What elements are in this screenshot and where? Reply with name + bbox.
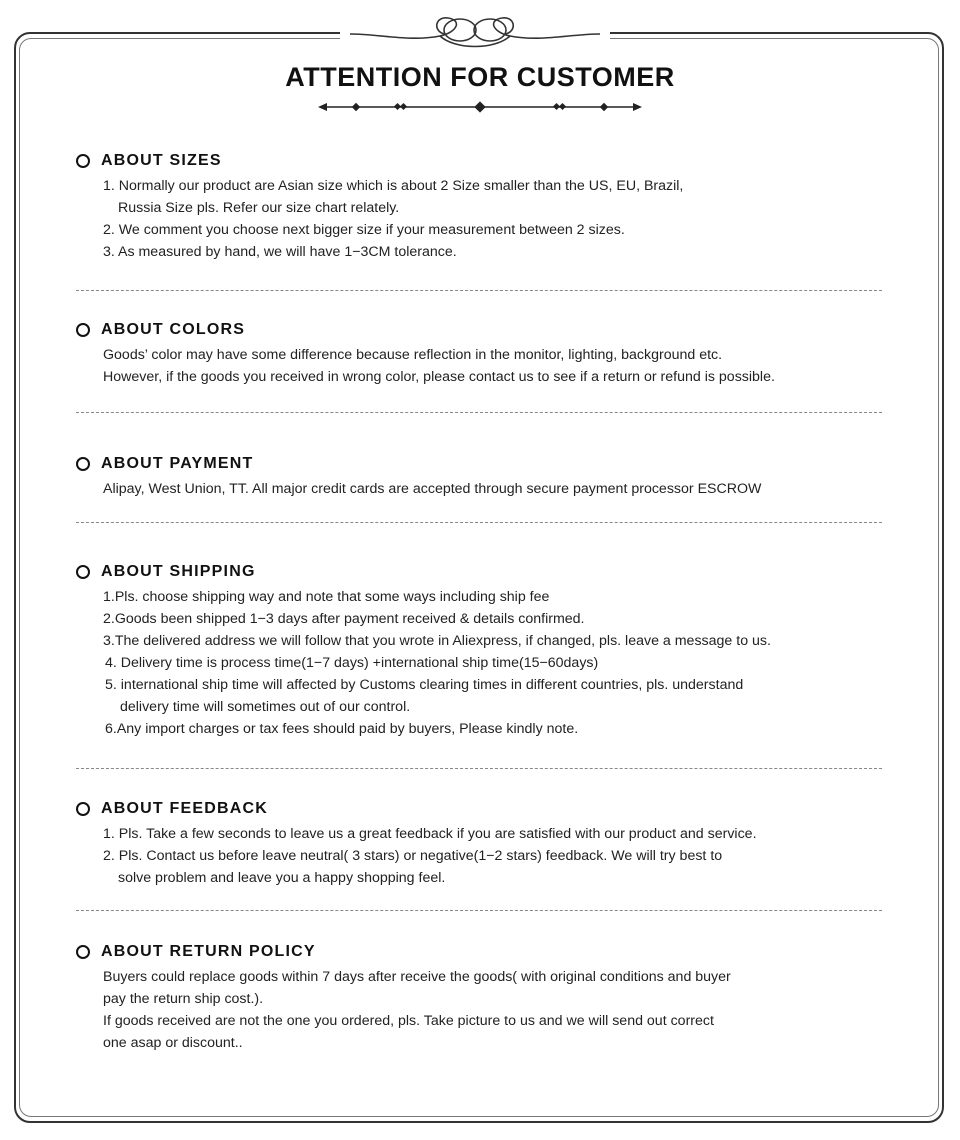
text-line: pay the return ship cost.). — [103, 991, 264, 1007]
title-divider-ornament — [318, 97, 642, 117]
section-about-return-policy — [76, 941, 896, 1054]
circle-bullet-icon — [76, 323, 90, 337]
page-title: ATTENTION FOR CUSTOMER — [285, 62, 675, 92]
text-line: 1.Pls. choose shipping way and note that some ways including ship fee — [103, 589, 550, 605]
text-line: 2. We comment you choose next bigger size if your measurement between 2 sizes. — [103, 222, 625, 238]
text-line: Alipay, West Union, TT. All major credit cards are accepted through secure payment processor ESCROW — [103, 481, 762, 497]
text-line: 6.Any import charges or tax fees should paid by buyers, Please kindly note. — [105, 721, 579, 737]
section-heading: ABOUT SIZES — [101, 152, 222, 169]
text-line: Goods’ color may have some difference because reflection in the monitor, lighting, background etc. — [103, 347, 723, 363]
section-about-sizes — [76, 150, 896, 263]
section-heading: ABOUT RETURN POLICY — [101, 943, 316, 960]
text-line: Buyers could replace goods within 7 days after receive the goods( with original conditions and buyer — [103, 969, 731, 985]
text-line: 2.Goods been shipped 1−3 days after payment received & details confirmed. — [103, 611, 585, 627]
section-about-feedback — [76, 798, 896, 889]
text-line: one asap or discount.. — [103, 1035, 243, 1051]
circle-bullet-icon — [76, 154, 90, 168]
text-line: 3.The delivered address we will follow that you wrote in Aliexpress, if changed, pls. leave a message to us. — [103, 633, 771, 649]
text-line: 2. Pls. Contact us before leave neutral( 3 stars) or negative(1−2 stars) feedback. We will try best to — [103, 848, 723, 864]
text-line: 3. As measured by hand, we will have 1−3CM tolerance. — [103, 244, 457, 260]
section-heading: ABOUT FEEDBACK — [101, 800, 269, 817]
section-about-shipping — [76, 561, 896, 740]
text-line: 4. Delivery time is process time(1−7 days) +international ship time(15−60days) — [105, 655, 599, 671]
text-line: 1. Normally our product are Asian size which is about 2 Size smaller than the US, EU, Brazil, — [103, 178, 684, 194]
flourish-ornament-icon — [340, 8, 610, 54]
text-line: solve problem and leave you a happy shopping feel. — [118, 870, 446, 886]
text-line: 1. Pls. Take a few seconds to leave us a great feedback if you are satisfied with our product and service. — [103, 826, 757, 842]
section-heading: ABOUT PAYMENT — [101, 455, 254, 472]
circle-bullet-icon — [76, 565, 90, 579]
circle-bullet-icon — [76, 802, 90, 816]
section-heading: ABOUT COLORS — [101, 321, 246, 338]
text-line: delivery time will sometimes out of our control. — [120, 699, 411, 715]
circle-bullet-icon — [76, 945, 90, 959]
dashed-divider — [76, 522, 882, 523]
text-line: 5. international ship time will affected by Customs clearing times in different countries, pls. understand — [105, 677, 744, 693]
circle-bullet-icon — [76, 457, 90, 471]
section-heading: ABOUT SHIPPING — [101, 563, 256, 580]
text-line: Russia Size pls. Refer our size chart relately. — [118, 200, 400, 216]
dashed-divider — [76, 768, 882, 769]
section-about-colors — [76, 319, 896, 388]
section-about-payment — [76, 453, 896, 500]
text-line: However, if the goods you received in wrong color, please contact us to see if a return or refund is possible. — [103, 369, 775, 385]
dashed-divider — [76, 910, 882, 911]
text-line: If goods received are not the one you ordered, pls. Take picture to us and we will send out correct — [103, 1013, 714, 1029]
dashed-divider — [76, 290, 882, 291]
dashed-divider — [76, 412, 882, 413]
